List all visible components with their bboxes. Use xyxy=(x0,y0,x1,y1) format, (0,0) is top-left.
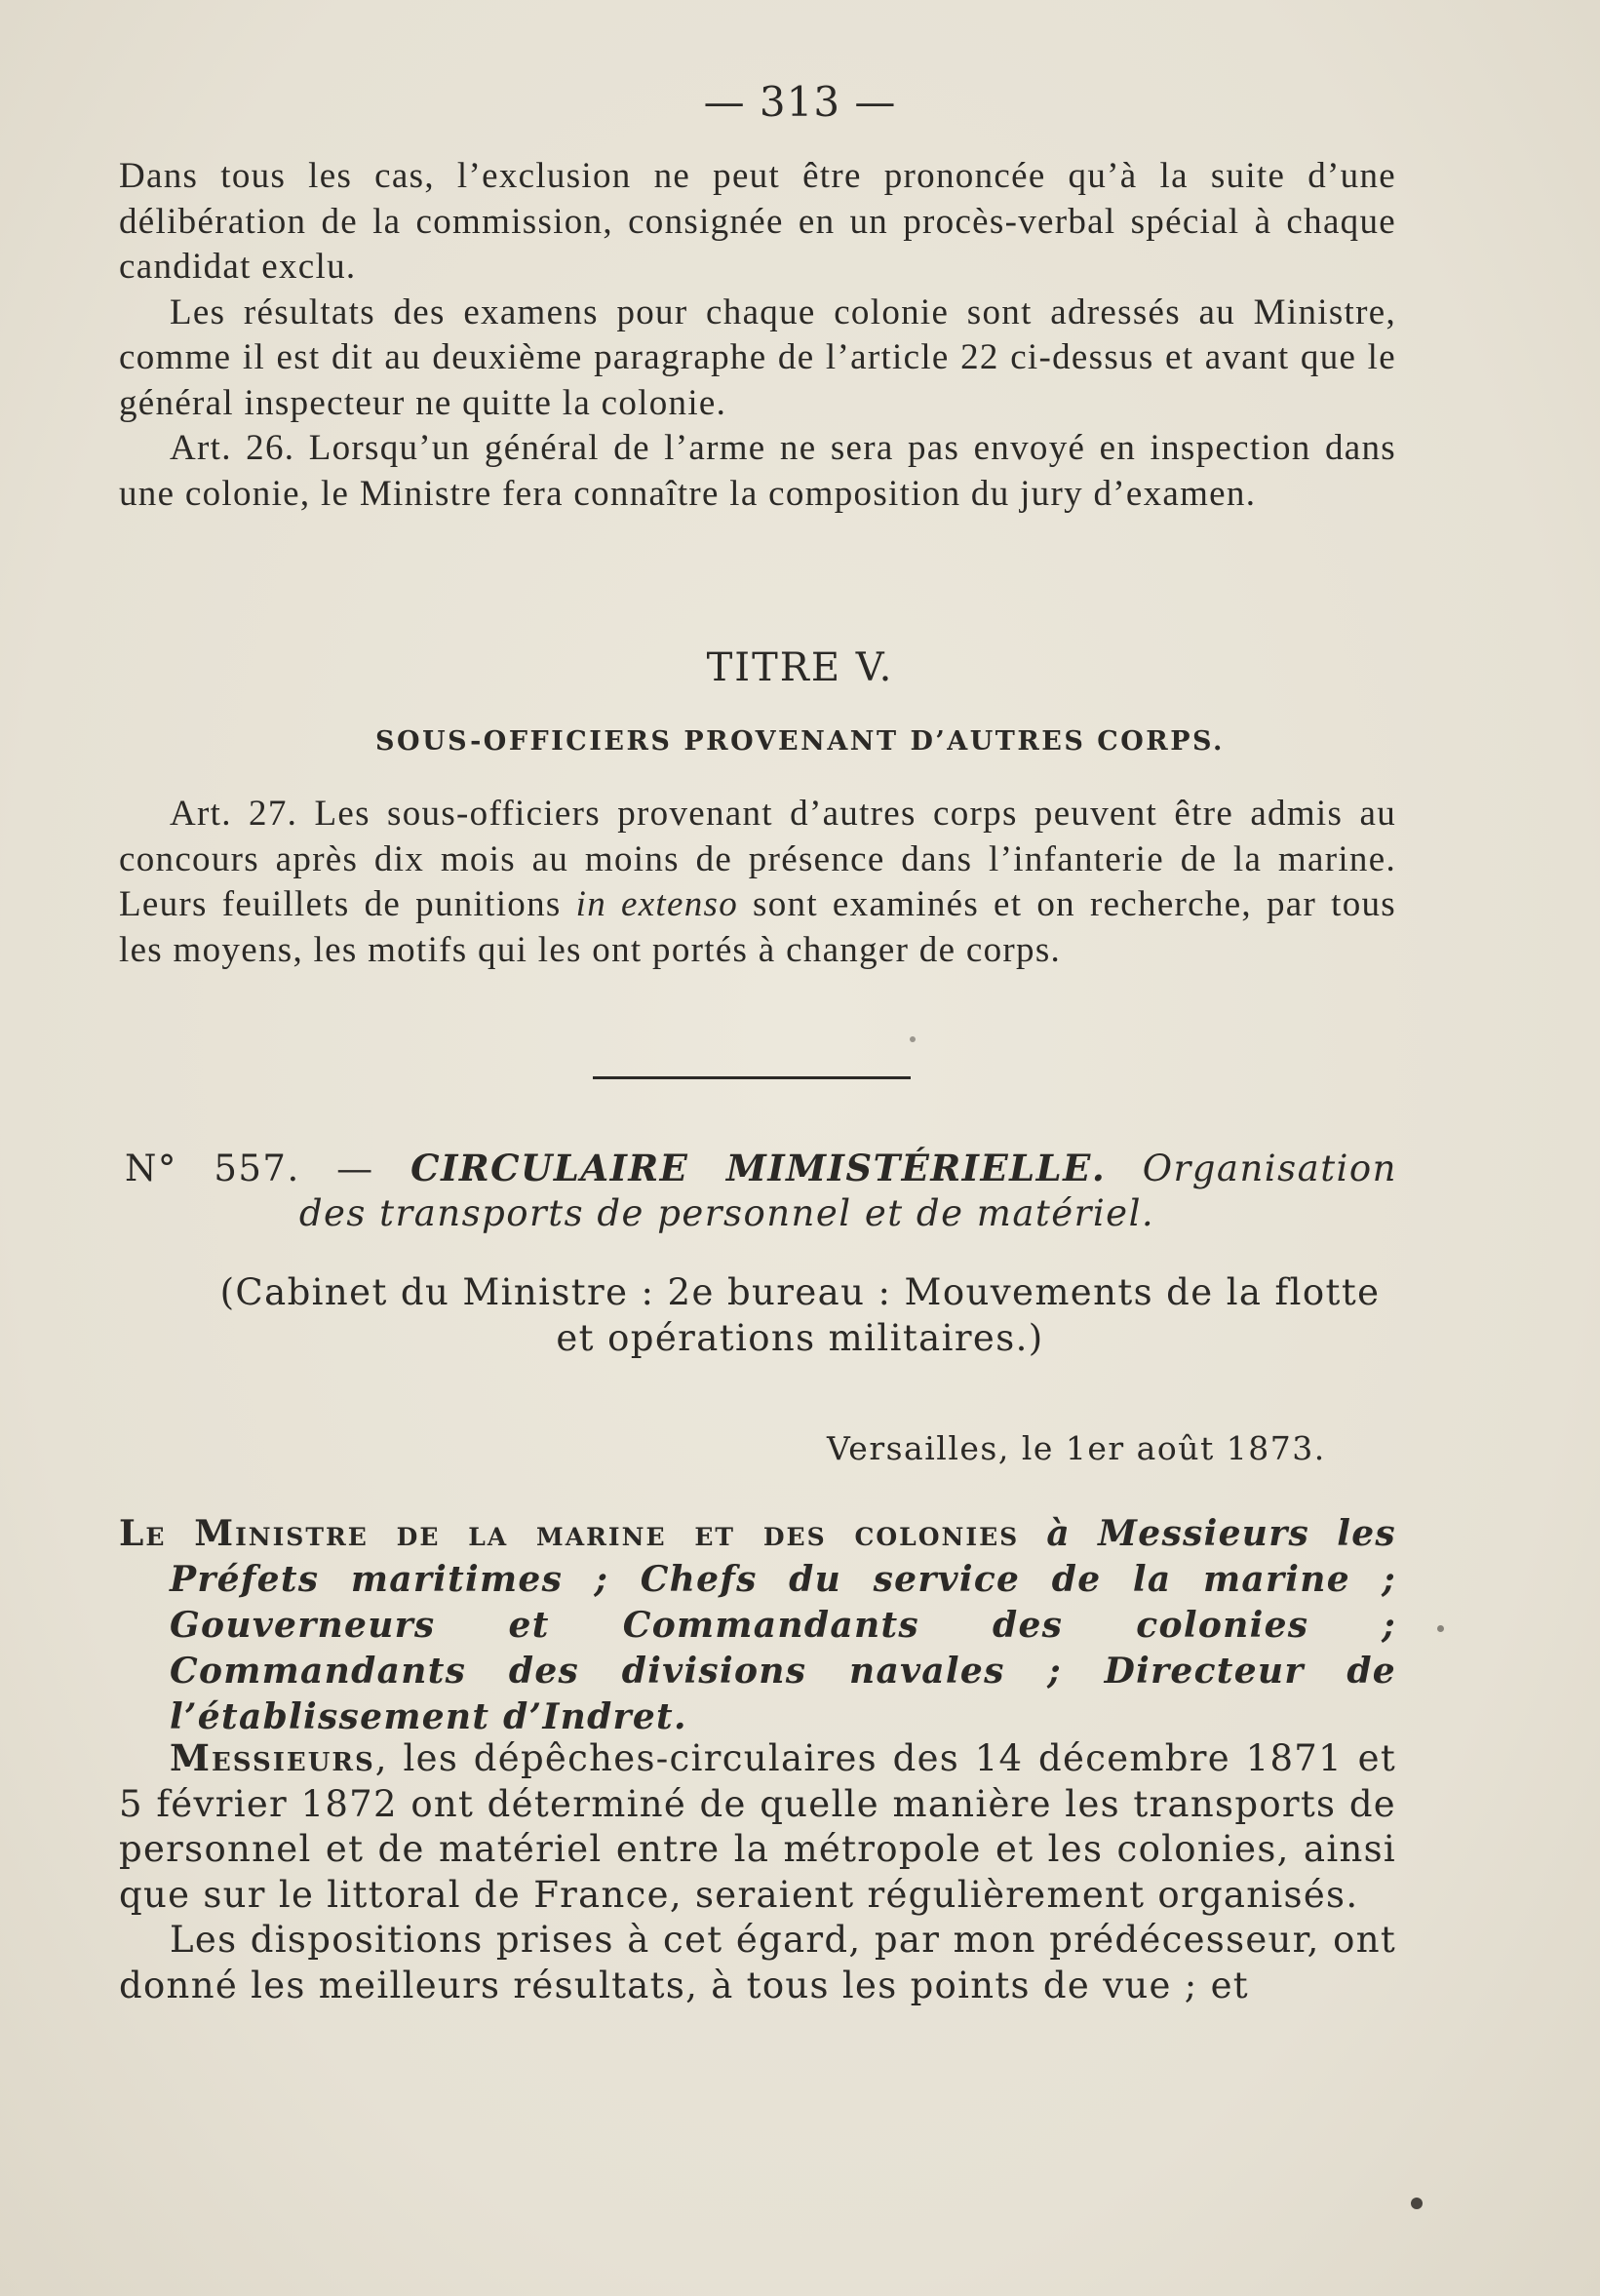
circular-office-line-1: (Cabinet du Ministre : 2e bureau : Mouvements de la flotte xyxy=(219,1271,1381,1313)
address-recipients: à Messieurs les Préfets maritimes ; Chefs du service de la marine ; Gouverneurs et Commandants des colonies ; Commandants des divisions navales ; Directeur de l’établissement d’Indret. xyxy=(170,1513,1396,1737)
paragraph-art-26: Art. 26. Lorsqu’un général de l’arme ne sera pas envoyé en inspection dans une colonie, le Ministre fera connaître la composition du jury d’examen. xyxy=(119,428,1396,514)
dateline: Versailles, le 1er août 1873. xyxy=(827,1429,1326,1467)
circular-title-line-1 xyxy=(125,1146,1397,1191)
circular-number: N° 557. — xyxy=(125,1148,411,1189)
paragraph-resultats: Les résultats des examens pour chaque colonie sont adressés au Ministre, comme il est dit au deuxième paragraphe de l’article 22 ci-dessus et avant que le général inspecteur ne quitte la colonie. xyxy=(119,292,1396,423)
ink-speck xyxy=(1437,1625,1444,1632)
circular-office-line-2: et opérations militaires.) xyxy=(556,1317,1044,1359)
letter-salutation: Messieurs xyxy=(170,1736,375,1779)
ink-speck xyxy=(910,1036,916,1042)
art-27-italic: in extenso xyxy=(575,884,739,924)
art-27-section xyxy=(119,792,1396,973)
art-27-text-after: sont examinés et on recherche, par tous les moyens, les motifs qui les ont portés à changer de corps. xyxy=(119,884,1396,970)
letter-paragraph-2: Les dispositions prises à cet égard, par mon prédécesseur, ont donné les meilleurs résultats, à tous les points de vue ; et xyxy=(119,1919,1396,2006)
circular-title-part-1: Organisation xyxy=(1106,1148,1397,1189)
art-27-text-before: Art. 27. Les sous-officiers provenant d’autres corps peuvent être admis au concours après dix mois au moins de présence dans l’infanterie de la marine. Leurs feuillets de punitions xyxy=(119,794,1396,924)
address-block xyxy=(119,1511,1396,1740)
title-v-heading: TITRE V. xyxy=(706,645,894,690)
letter-paragraph-1-text: , les dépêches-circulaires des 14 décembre 1871 et 5 février 1872 ont déterminé de quelle manière les transports de personnel et de matériel entre la métropole et les colonies, ainsi que sur le littoral de France, seraient régulièrement organisés. xyxy=(119,1737,1396,1916)
letter-body xyxy=(119,1735,1396,2008)
circular-office xyxy=(0,1269,1600,1361)
paragraph-art-27 xyxy=(119,792,1396,973)
top-section xyxy=(119,154,1396,517)
circular-title-line-2: des transports de personnel et de matériel. xyxy=(298,1192,1155,1234)
circular-title xyxy=(125,1146,1397,1236)
section-divider xyxy=(593,1076,911,1079)
page-number: — 313 — xyxy=(703,78,897,126)
title-v-subheading: SOUS-OFFICIERS PROVENANT D’AUTRES CORPS. xyxy=(375,726,1225,757)
paragraph-exclusion: Dans tous les cas, l’exclusion ne peut être prononcée qu’à la suite d’une délibération de la commission, consignée en un procès-verbal spécial à chaque candidat exclu. xyxy=(119,156,1396,287)
circular-kind: CIRCULAIRE MIMISTÉRIELLE. xyxy=(410,1147,1107,1189)
letter-paragraph-1 xyxy=(119,1735,1396,1918)
ink-spot xyxy=(1411,2198,1423,2209)
address-sender: Le Ministre de la marine et des colonies xyxy=(119,1513,1020,1554)
